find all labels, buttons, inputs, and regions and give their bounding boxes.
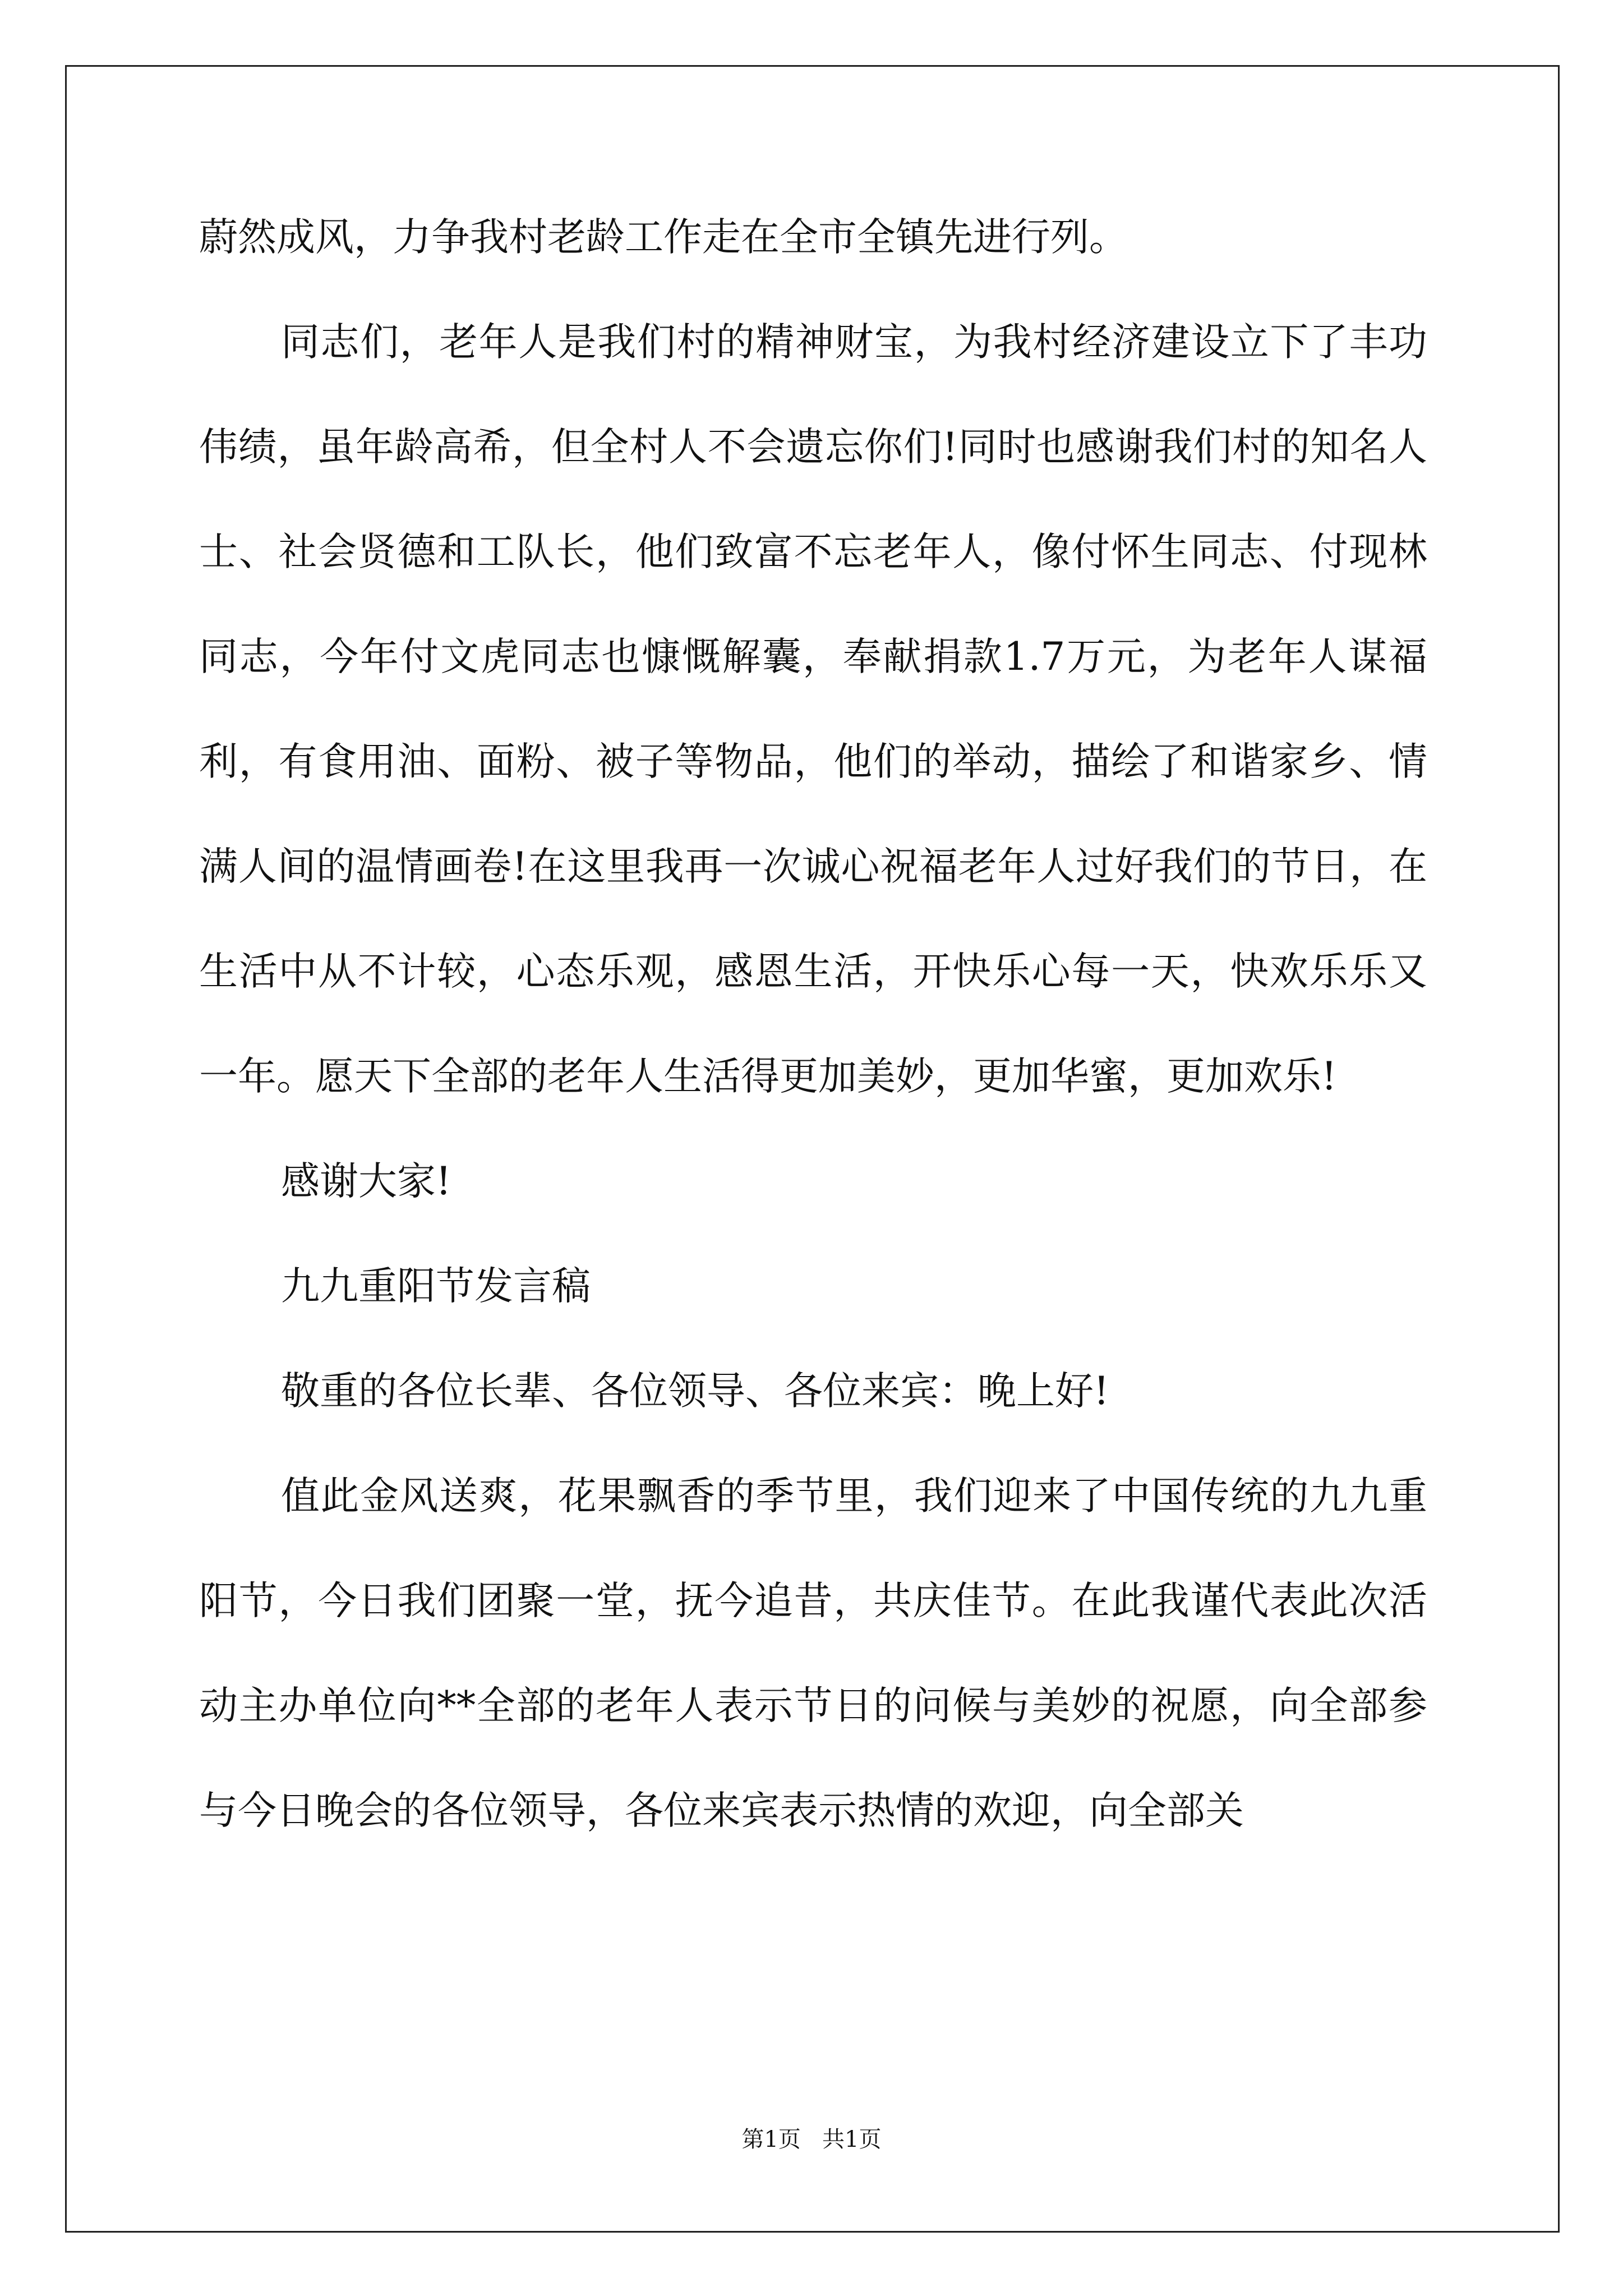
paragraph-greeting: 敬重的各位长辈、各位领导、各位来宾：晚上好!: [281, 1369, 1109, 1414]
paragraph-thanks-to-elders: 同志们，老年人是我们村的精神财宝，为我村经济建设立下了丰功伟绩，虽年龄高希，但全村人不会遗忘你们!同时也感谢我们村的知名人士、社会贤德和工队长，他们致富不忘老年人，像付怀生同志、付现林同志，今年付文虎同志也慷慨解囊，奉献捐款1.7万元，为老年人谋福利，有食用油、面粉、被子等物品，他们的举动，描绘了和谐家乡、情满人间的温情画卷!在这里我再一次诚心祝福老年人过好我们的节日，在生活中从不计较，心态乐观，感恩生活，开快乐心每一天，快欢乐乐又一年。愿天下全部的老年人生活得更加美妙，更加华蜜，更加欢乐!: [199, 320, 1427, 1099]
document-body: [199, 185, 1427, 1864]
section-heading: 九九重阳节发言稿: [281, 1264, 591, 1309]
paragraph-continuation: 蔚然成风，力争我村老龄工作走在全市全镇先进行列。: [199, 215, 1128, 260]
page-footer: 第1页 共1页: [741, 2127, 882, 2152]
paragraph-closing-thanks: 感谢大家!: [281, 1159, 451, 1204]
paragraph-opening-remarks: 值此金风送爽，花果飘香的季节里，我们迎来了中国传统的九九重阳节，今日我们团聚一堂，抚今追昔，共庆佳节。在此我谨代表此次活动主办单位向**全部的老年人表示节日的问候与美妙的祝愿，向全部参与今日晚会的各位领导，各位来宾表示热情的欢迎，向全部关: [199, 1474, 1427, 1833]
